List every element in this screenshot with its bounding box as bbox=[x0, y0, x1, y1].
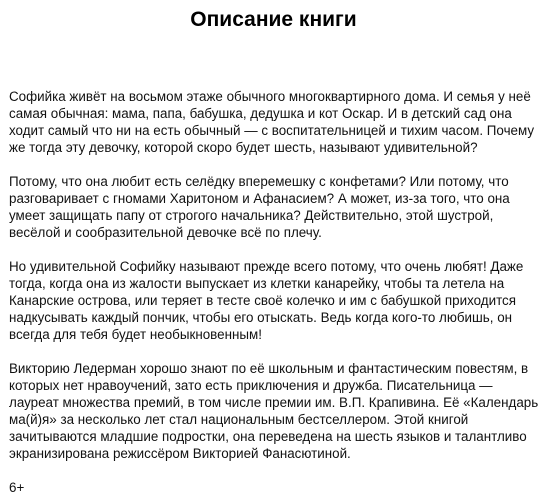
description-paragraph-3: Но удивительной Софийку называют прежде всего потому, что очень любят! Даже тогда, когда она из жалости выпускает из клетки канарейку, чтобы та летела на Канарские острова, или теряет в тесте своё колечко и им с бабушкой приходится надкусывать каждый пончик, чтобы его отыскать. Ведь когда кого-то любишь, он всегда для тебя будет необыкновенным! bbox=[9, 259, 524, 342]
description-body bbox=[9, 88, 540, 496]
page-title: Описание книги bbox=[190, 8, 357, 31]
description-paragraph-1: Софийка живёт на восьмом этаже обычного многоквартирного дома. И семья у неё самая обычная: мама, папа, бабушка, дедушка и кот Оскар. И в детский сад она ходит самый что ни на есть обычный — с воспитательницей и тихим часом. Почему же тогда эту девочку, которой скоро будет шесть, называют удивительной? bbox=[9, 89, 535, 155]
description-paragraph-2: Потому, что она любит есть селёдку вперемешку с конфетами? Или потому, что разговаривает с гномами Харитоном и Афанасием? А может, из-за того, что она умеет защищать папу от строгого начальника? Действительно, этой шустрой, весёлой и сообразительной девочке всё по плечу. bbox=[9, 174, 510, 240]
description-paragraph-4: Викторию Ледерман хорошо знают по её школьным и фантастическим повестям, в которых нет нравоучений, зато есть приключения и дружба. Писательница — лауреат множества премий, в том числе премии им. В.П. Крапивина. Её «Календарь ма(й)я» за несколько лет стал национальным бестселлером. Этой книгой зачитываются младшие подростки, она переведена на шесть языков и талантливо экранизирована режиссёром Викторией Фанасютиной. bbox=[9, 361, 539, 461]
age-rating: 6+ bbox=[9, 480, 25, 495]
